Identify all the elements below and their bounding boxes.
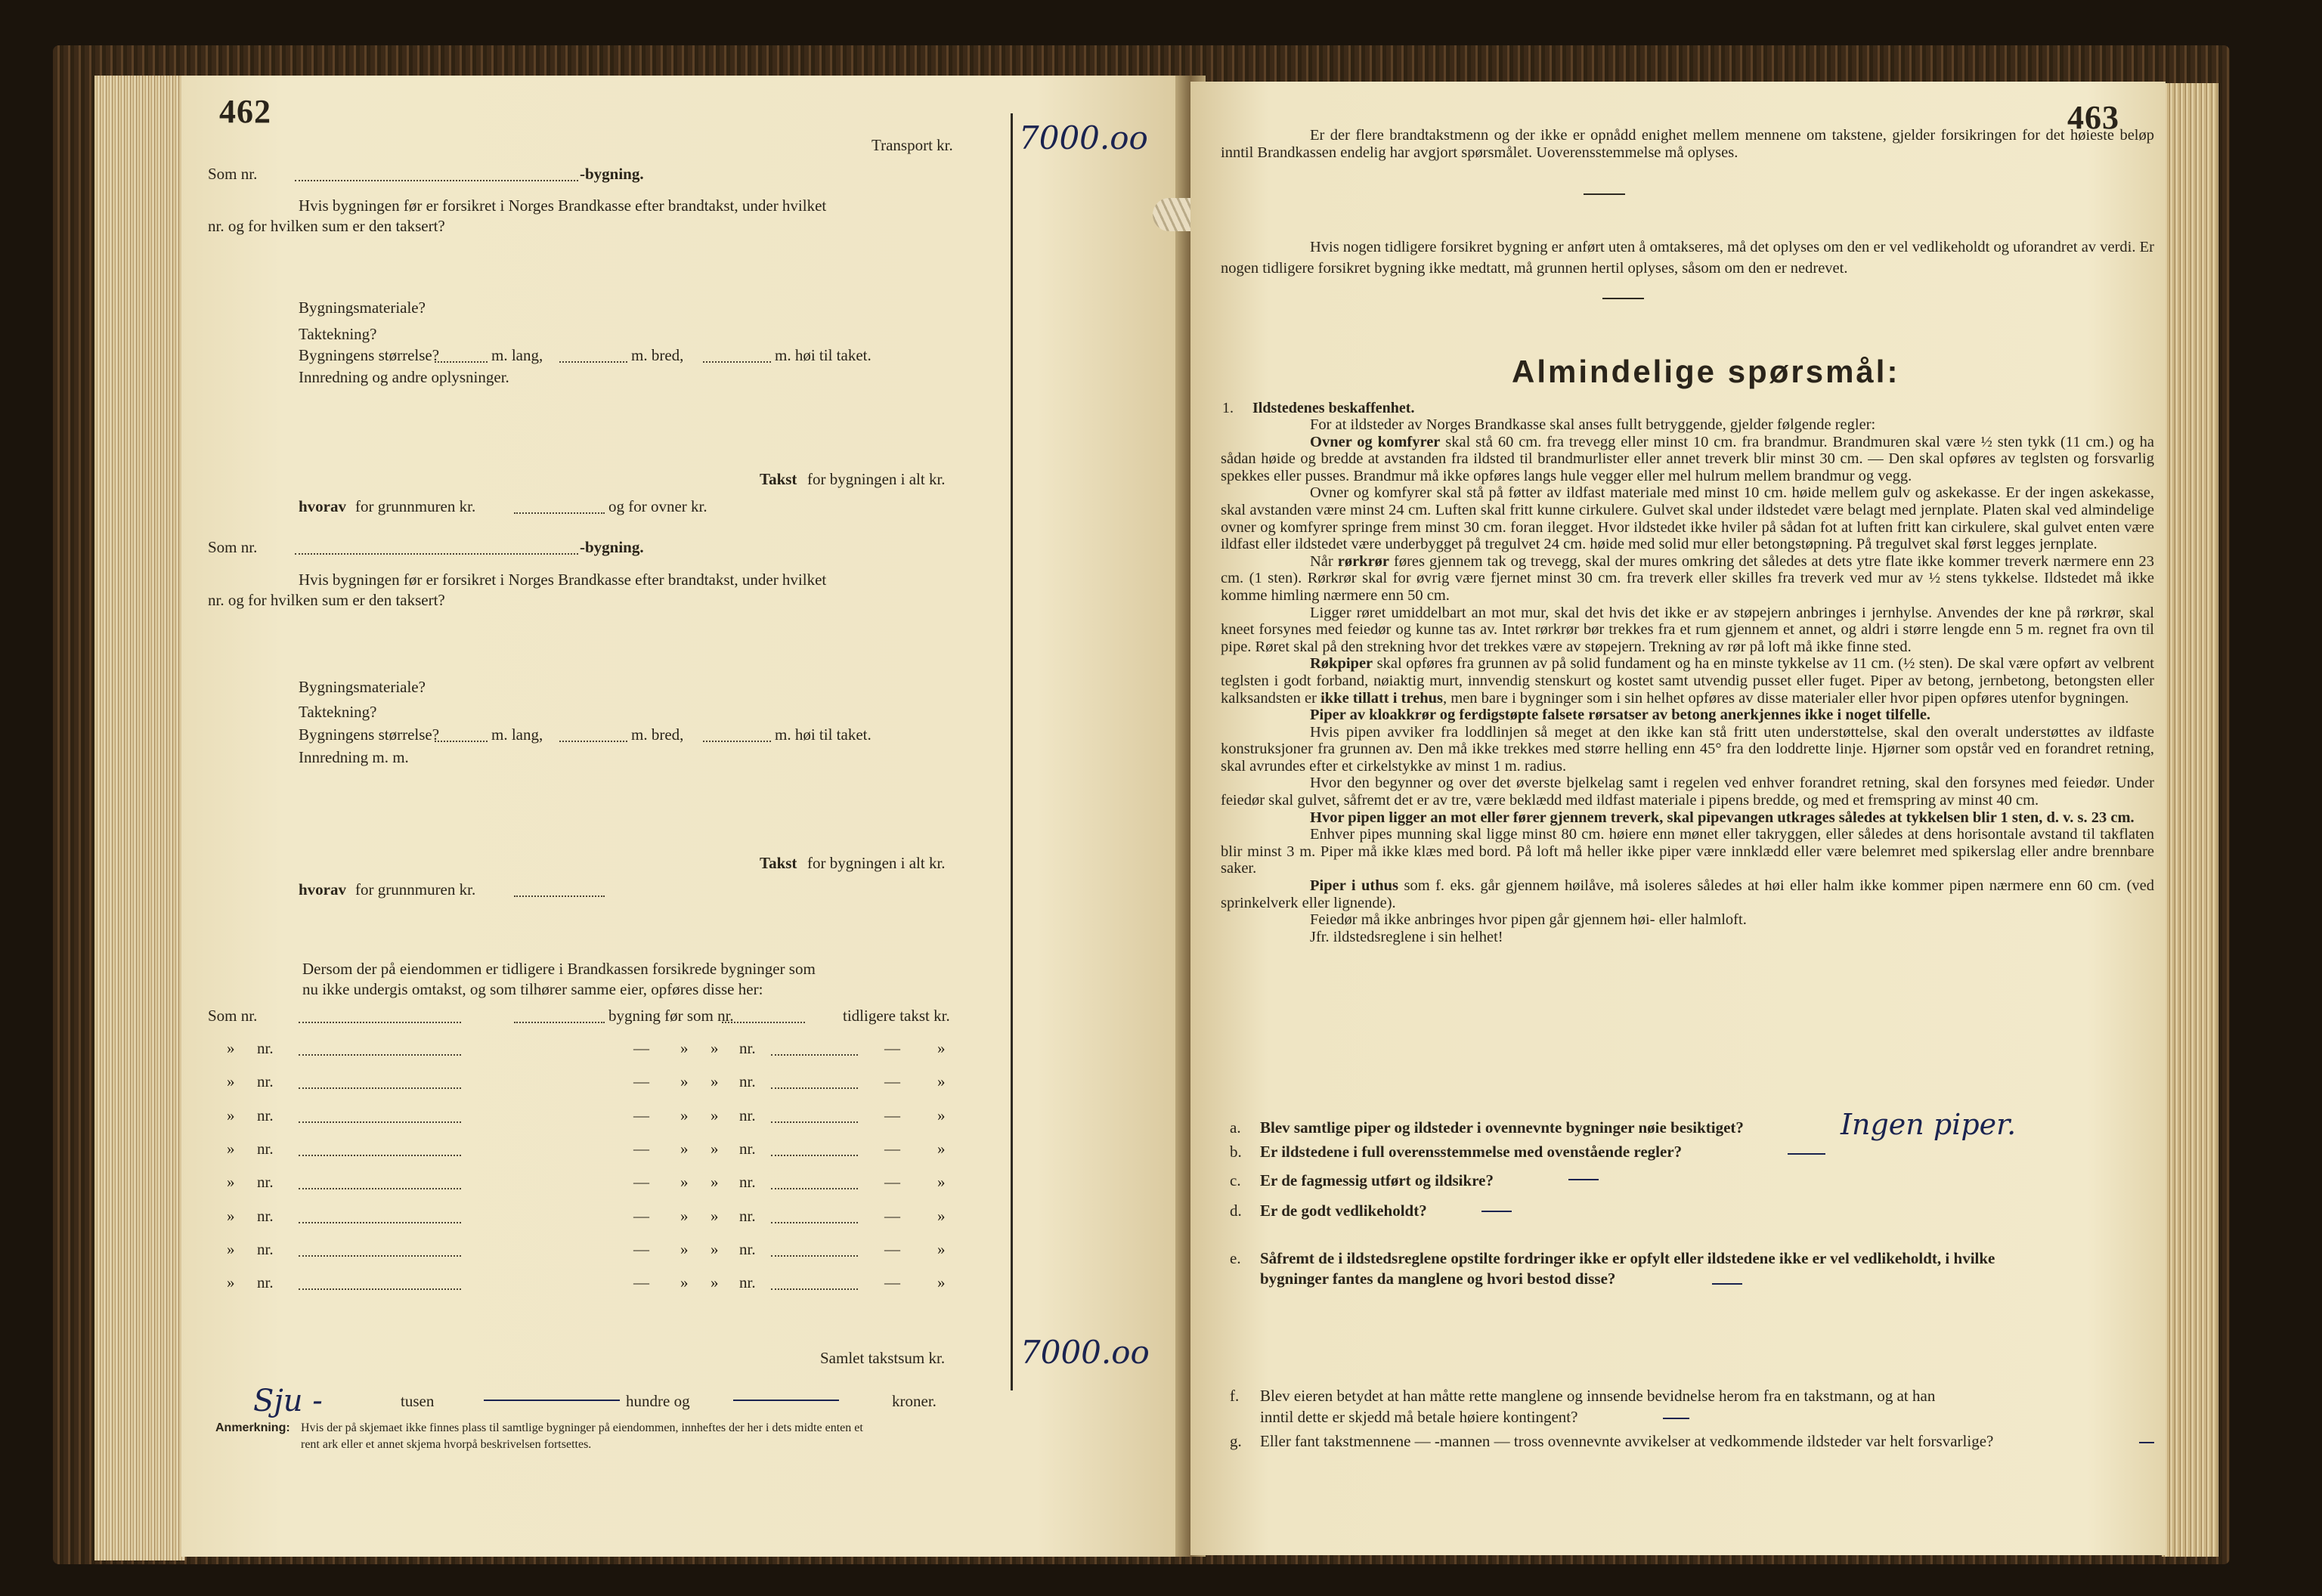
- question-e-label: e.: [1230, 1249, 1241, 1267]
- ditto-mark: »: [227, 1072, 235, 1091]
- row-dash: —: [633, 1273, 649, 1292]
- ditto-mark: »: [680, 1239, 689, 1258]
- row-nr-label: nr.: [257, 1206, 274, 1225]
- row-dash: —: [633, 1139, 649, 1158]
- row-nr-label: nr.: [257, 1106, 274, 1124]
- rule-rokpiper-text: skal opføres fra grunnen av på solid fundament og ha en minste tykkelse av 11 cm. (½ sten). De skal være opført av velbrent teglsten i godt forband, nøiaktig murt, innvendig stenskurt og kostet samt utvendig pusset eller fuget. Piper av betong, jernbetong, betongsten eller kalksandsten er: [1221, 655, 2154, 707]
- rule-ligger: Ligger røret umiddelbart an mot mur, skal det hvis det ikke er av støpejern anbringes i jernhylse. Anvendes der kne på rørkrør, skal kneet forsynes med feiedør og kunne tas av. Intet rørkrør bør trekkes fra et rum gjennem et annet, og aldri i større lengde enn 5 m. regnet fra ovn til pipe. Røret skal på den strekning hvor det trekkes være av støpejern. Trekning av rør på loft må ikke finne sted.: [1221, 604, 2154, 655]
- taktekning-label: Taktekning?: [299, 325, 377, 343]
- som-nr-label: Som nr.: [208, 165, 258, 183]
- table-header-field-3: [722, 1022, 805, 1023]
- bredde-field-2: [559, 741, 627, 742]
- materiale-label-2: Bygningsmateriale?: [299, 678, 426, 696]
- table-header-field: [299, 1022, 461, 1023]
- intro-paragraph-2: [1221, 237, 2154, 279]
- rule-enhver: Enhver pipes munning skal ligge minst 80 cm. høiere enn mønet eller takryggen, eller således at dens horisontale avstand til takflaten blir minst 3 m. Piper må ikke klæs med bord. På loft må heller ikke piper være innklædd eller være belemret med spikerslag eller andre brennbare saker.: [1221, 826, 2154, 877]
- bredde-unit: m. bred,: [631, 346, 684, 364]
- ditto-mark: »: [937, 1072, 946, 1091]
- bygning-label-2: -bygning.: [580, 538, 644, 556]
- rule-uthus-title: Piper i uthus: [1310, 877, 1399, 895]
- takst-label-2: Takst: [760, 854, 797, 872]
- table-header-field-2: [514, 1022, 605, 1023]
- row-field: [771, 1188, 858, 1189]
- hoide-field: [703, 361, 771, 363]
- ditto-mark: »: [711, 1239, 719, 1258]
- ditto-mark: »: [937, 1139, 946, 1158]
- rule-treverk: Hvor pipen ligger an mot eller fører gjennem treverk, skal pipevangen utkrages således at tykkelsen blir 1 sten, d. v. s. 23 cm.: [1310, 809, 2135, 826]
- ditto-mark: »: [937, 1106, 946, 1124]
- hoide-unit-2: m. høi til taket.: [775, 725, 872, 744]
- ditto-mark: »: [680, 1139, 689, 1158]
- row-dash: —: [633, 1206, 649, 1225]
- tusen-label: tusen: [401, 1392, 435, 1410]
- rule-ror-pre: Når: [1310, 552, 1338, 570]
- hvorav-label: hvorav: [299, 497, 346, 515]
- rule-feiedor: Feiedør må ikke anbringes hvor pipen går gjennem høi- eller halmloft.: [1310, 911, 1747, 929]
- anmerkning-label: Anmerkning:: [215, 1421, 290, 1434]
- rule-ovner-title: Ovner og komfyrer: [1310, 433, 1441, 450]
- hundre-label: hundre og: [626, 1392, 690, 1410]
- transport-label: Transport kr.: [872, 136, 953, 154]
- rule-hvor: Hvor den begynner og over det øverste bjelkelag samt i regelen ved enhver forandret retning, skal den forsynes med feiedør. Under feiedør skal gulvet, såfremt det er av tre, være beklædd med ildfast materiale i pipens bredde, og med et fremspring av minst 40 cm.: [1221, 775, 2154, 809]
- row-nr-label: nr.: [257, 1039, 274, 1057]
- page-stack-right: [2162, 83, 2218, 1557]
- row-nr-label: nr.: [257, 1273, 274, 1292]
- item-1-number: 1.: [1222, 400, 1234, 416]
- rule-hvis: Hvis pipen avviker fra loddlinjen så meget at den ikke kan stå fritt uten understøttelse, skal den overalt understøttes av ildfaste konstruksjoner fra grunnen av. Den må ikke trekkes med større helling enn 45° fra den loddrette linje. Hjørner som opstår ved en forandret retning, skal avrundes efter et cirkelstykke av minst 1 m. radius.: [1221, 723, 2154, 775]
- innredning-label: Innredning og andre oplysninger.: [299, 368, 509, 386]
- question-c: Er de fagmessig utført og ildsikre?: [1260, 1171, 1494, 1189]
- row-nr-label: nr.: [257, 1239, 274, 1258]
- rule-jfr: Jfr. ildstedsreglene i sin helhet!: [1310, 928, 1503, 945]
- hvorav-label-2: hvorav: [299, 880, 346, 899]
- row-nr-label: nr.: [739, 1039, 756, 1057]
- page-number: 462: [219, 93, 271, 130]
- page-number-right: 463: [2067, 99, 2119, 136]
- row-dash: —: [884, 1239, 900, 1258]
- row-field: [299, 1288, 461, 1290]
- table-header-bygning: bygning før som nr.: [608, 1007, 734, 1025]
- row-field: [299, 1255, 461, 1257]
- anmerkning-text: Hvis der på skjemaet ikke finnes plass til samtlige bygninger på eiendommen, innheftes der her i dets midte enten et: [301, 1421, 863, 1434]
- row-dash: —: [884, 1072, 900, 1091]
- ditto-mark: »: [937, 1039, 946, 1057]
- forsikret-question-2-cont: nr. og for hvilken sum er den taksert?: [208, 591, 445, 609]
- ditto-mark: »: [711, 1173, 719, 1192]
- row-dash: —: [633, 1039, 649, 1057]
- ditto-mark: »: [711, 1106, 719, 1124]
- grunnmur-field: [514, 512, 605, 514]
- page-stack-left: [94, 76, 185, 1560]
- row-nr-label: nr.: [739, 1273, 756, 1292]
- ditto-mark: »: [227, 1106, 235, 1124]
- rule-intro: For at ildsteder av Norges Brandkasse skal anses fullt betryggende, gjelder følgende regler:: [1310, 416, 1876, 433]
- row-dash: —: [633, 1239, 649, 1258]
- row-nr-label: nr.: [739, 1072, 756, 1091]
- row-nr-label: nr.: [257, 1139, 274, 1158]
- row-dash: —: [884, 1039, 900, 1057]
- other-buildings-intro: Dersom der på eiendommen er tidligere i Brandkassen forsikrede bygninger som: [302, 960, 816, 978]
- ditto-mark: »: [227, 1206, 235, 1225]
- row-field: [299, 1054, 461, 1056]
- rule-ror: [1221, 553, 2154, 605]
- takst-total-label: for bygningen i alt kr.: [807, 470, 946, 488]
- forsikret-question-2: Hvis bygningen før er forsikret i Norges Brandkasse efter brandtakst, under hvilket: [299, 571, 827, 589]
- question-b: Er ildstedene i full overensstemmelse med ovenstående regler?: [1260, 1143, 1683, 1161]
- lengde-unit-2: m. lang,: [491, 725, 543, 744]
- other-buildings-intro-cont: nu ikke undergis omtakst, og som tilhører samme eier, opføres disse her:: [302, 980, 763, 998]
- right-page: [1190, 82, 2166, 1555]
- rule-rokpiper-title: Røkpiper: [1310, 655, 1373, 673]
- row-dash: —: [633, 1106, 649, 1124]
- rule-rokpiper-text-2: , men bare i bygninger som i sin helhet opføres av disse materialer eller hvor pipen opføres utenfor bygningen.: [1443, 689, 2129, 707]
- question-f: Blev eieren betydet at han måtte rette manglene og innsende bevidnelse herom fra en takstmann, og at han: [1260, 1387, 1936, 1405]
- som-nr-field-2: [295, 553, 578, 555]
- taktekning-label-2: Taktekning?: [299, 703, 377, 721]
- innredning-label-2: Innredning m. m.: [299, 748, 409, 766]
- intro-text-2: Hvis nogen tidligere forsikret bygning er anført uten å omtakseres, må det oplyses om den er vel vedlikeholdt og uforandret av verdi. Er nogen tidligere forsikret bygning ikke medtatt, må grunnen hertil oplyses, såsom om den er nedrevet.: [1221, 239, 2154, 277]
- lengde-field: [435, 361, 488, 363]
- rule-ovner: [1221, 434, 2154, 485]
- row-nr-label: nr.: [257, 1173, 274, 1192]
- kroner-stroke: [733, 1400, 839, 1401]
- row-field: [771, 1121, 858, 1123]
- row-field: [299, 1121, 461, 1123]
- answer-d-dash: [1481, 1211, 1512, 1212]
- question-a: Blev samtlige piper og ildsteder i ovennevnte bygninger nøie besiktiget?: [1260, 1118, 1744, 1137]
- bredde-unit-2: m. bred,: [631, 725, 684, 744]
- ditto-mark: »: [680, 1072, 689, 1091]
- row-nr-label: nr.: [739, 1173, 756, 1192]
- table-header-takst: tidligere takst kr.: [843, 1007, 950, 1025]
- samlet-value: 7000.oo: [1020, 1334, 1150, 1371]
- som-nr-label-2: Som nr.: [208, 538, 258, 556]
- materiale-label: Bygningsmateriale?: [299, 298, 426, 317]
- row-nr-label: nr.: [739, 1206, 756, 1225]
- ditto-mark: »: [680, 1273, 689, 1292]
- forsikret-question-cont: nr. og for hvilken sum er den taksert?: [208, 217, 445, 235]
- transport-value: 7000.oo: [1019, 119, 1148, 156]
- rule-rokpiper: [1221, 655, 2154, 707]
- row-nr-label: nr.: [739, 1239, 756, 1258]
- row-field: [299, 1222, 461, 1223]
- rule-kloakk: Piper av kloakkrør og ferdigstøpte falsete rørsatser av betong anerkjennes ikke i noget tilfelle.: [1310, 707, 1931, 724]
- question-g-label: g.: [1230, 1432, 1242, 1450]
- ditto-mark: »: [227, 1173, 235, 1192]
- ditto-mark: »: [227, 1139, 235, 1158]
- answer-g-dash: [2139, 1442, 2154, 1443]
- question-d: Er de godt vedlikeholdt?: [1260, 1202, 1427, 1220]
- grunnmur-label: for grunnmuren kr.: [355, 497, 476, 515]
- row-dash: —: [884, 1173, 900, 1192]
- ditto-mark: »: [711, 1139, 719, 1158]
- ditto-mark: »: [227, 1039, 235, 1057]
- rule-ror-text: føres gjennem tak og trevegg, skal der mures omkring det således at dets ytre flate ikke kommer treverk nærmere enn 23 cm. (1 sten). Rørkrør skal for øvrig være fjernet minst 30 cm. fra treverk eller skilles fra treverk ved mur av ½ stens tykkelse. Ildstedet må ikke komme himling nærmere enn 50 cm.: [1221, 552, 2154, 604]
- samlet-label: Samlet takstsum kr.: [820, 1349, 946, 1367]
- row-field: [299, 1188, 461, 1189]
- separator-2: [1602, 298, 1644, 299]
- ditto-mark: »: [937, 1173, 946, 1192]
- answer-c-dash: [1568, 1179, 1599, 1180]
- hoide-unit: m. høi til taket.: [775, 346, 872, 364]
- takst-total-label-2: for bygningen i alt kr.: [807, 854, 946, 872]
- takst-label: Takst: [760, 470, 797, 488]
- left-page: [181, 76, 1187, 1557]
- row-dash: —: [884, 1106, 900, 1124]
- row-nr-label: nr.: [257, 1072, 274, 1091]
- ditto-mark: »: [937, 1239, 946, 1258]
- hundre-stroke: [484, 1400, 620, 1401]
- rule-uthus-text: som f. eks. går gjennem høilåve, må isoleres således at høi eller halm ikke kommer pipen nærmere enn 60 cm. (ved sprinkelverk eller lignende).: [1221, 877, 2154, 911]
- row-field: [771, 1255, 858, 1257]
- som-nr-field: [295, 180, 578, 181]
- row-dash: —: [633, 1072, 649, 1091]
- anmerkning-text-cont: rent ark eller et annet skjema hvorpå beskrivelsen fortsettes.: [301, 1438, 592, 1451]
- intro-text-1: Er der flere brandtakstmenn og der ikke er opnådd enighet mellem mennene om takstene, gjelder forsikringen for det høieste beløp inntil Brandkassen endelig har avgjort spørsmålet. Uoverensstemmelse må oplyses.: [1221, 127, 2154, 161]
- row-dash: —: [884, 1139, 900, 1158]
- row-field: [771, 1155, 858, 1156]
- ovner-label: og for ovner kr.: [608, 497, 707, 515]
- ditto-mark: »: [711, 1072, 719, 1091]
- question-e-cont: bygninger fantes da manglene og hvori bestod disse?: [1260, 1270, 1616, 1288]
- question-f-cont: inntil dette er skjedd må betale høiere kontingent?: [1260, 1408, 1578, 1426]
- ditto-mark: »: [680, 1039, 689, 1057]
- answer-e-dash: [1712, 1283, 1742, 1285]
- question-f-label: f.: [1230, 1387, 1240, 1405]
- row-field: [299, 1087, 461, 1089]
- row-dash: —: [884, 1206, 900, 1225]
- kroner-label: kroner.: [892, 1392, 937, 1410]
- bygning-label: -bygning.: [580, 165, 644, 183]
- ditto-mark: »: [711, 1206, 719, 1225]
- question-b-label: b.: [1230, 1143, 1242, 1161]
- question-c-label: c.: [1230, 1171, 1241, 1189]
- ditto-mark: »: [680, 1106, 689, 1124]
- bredde-field: [559, 361, 627, 363]
- storrelse-label-2: Bygningens størrelse?: [299, 725, 440, 744]
- intro-paragraph-1: [1221, 127, 2154, 161]
- rule-rokpiper-emph: ikke tillatt i trehus: [1320, 689, 1443, 707]
- row-nr-label: nr.: [739, 1106, 756, 1124]
- lengde-unit: m. lang,: [491, 346, 543, 364]
- amount-in-words: Sju -: [253, 1384, 323, 1418]
- item-1-title: Ildstedenes beskaffenhet.: [1252, 400, 1415, 416]
- row-field: [771, 1087, 858, 1089]
- ditto-mark: »: [937, 1273, 946, 1292]
- answer-b-dash: [1788, 1153, 1825, 1155]
- ditto-mark: »: [227, 1239, 235, 1258]
- answer-f-dash: [1663, 1418, 1689, 1419]
- row-dash: —: [884, 1273, 900, 1292]
- section-heading: Almindelige spørsmål:: [1512, 354, 1900, 389]
- row-field: [299, 1155, 461, 1156]
- ditto-mark: »: [227, 1273, 235, 1292]
- answer-a: Ingen piper.: [1841, 1108, 2017, 1141]
- rule-uthus: [1221, 877, 2154, 911]
- separator-1: [1584, 193, 1625, 195]
- storrelse-label: Bygningens størrelse?: [299, 346, 440, 364]
- question-e: Såfremt de i ildstedsreglene opstilte fordringer ikke er opfylt eller ildstedene ikke er vel vedlikeholdt, i hvilke: [1260, 1249, 1995, 1267]
- hoide-field-2: [703, 741, 771, 742]
- forsikret-question: Hvis bygningen før er forsikret i Norges Brandkasse efter brandtakst, under hvilket: [299, 196, 827, 215]
- ditto-mark: »: [711, 1039, 719, 1057]
- question-a-label: a.: [1230, 1118, 1241, 1137]
- ditto-mark: »: [680, 1206, 689, 1225]
- row-field: [771, 1054, 858, 1056]
- ditto-mark: »: [711, 1273, 719, 1292]
- table-header-som: Som nr.: [208, 1007, 258, 1025]
- rule-ovner-2: Ovner og komfyrer skal stå på føtter av ildfast materiale med minst 10 cm. høide mellem gulv og askekasse. Er der ingen askekasse, skal avstanden være minst 24 cm. Luften skal fritt kunne cirkulere. Gulvet skal under ildstedet være belagt med jernplate. Platen skal ved almindelige ovner og komfyrer springe frem minst 30 cm. foran ilegget. Hvor ildstedet ikke hviler på sådan fot at luften fritt kan cirkulere, skal gulvet enten være ildfast eller ildstedet være underbygget på tregulvet 24 cm. høide med solid mur eller betongstøpning. På tregulvet skal først legges jernplate.: [1221, 484, 2154, 553]
- row-field: [771, 1222, 858, 1223]
- question-d-label: d.: [1230, 1202, 1242, 1220]
- ditto-mark: »: [937, 1206, 946, 1225]
- question-g: Eller fant takstmennene — -mannen — tross ovennevnte avvikelser at vedkommende ildsteder var helt forsvarlige?: [1260, 1432, 1994, 1450]
- grunnmur-field-2: [514, 895, 605, 897]
- rule-ror-title: rørkrør: [1337, 552, 1390, 570]
- rules-text: [1221, 416, 2154, 945]
- row-nr-label: nr.: [739, 1139, 756, 1158]
- row-dash: —: [633, 1173, 649, 1192]
- row-field: [771, 1288, 858, 1290]
- grunnmur-label-2: for grunnmuren kr.: [355, 880, 476, 899]
- total-column-rule: [1011, 113, 1013, 1390]
- ditto-mark: »: [680, 1173, 689, 1192]
- rule-ovner-text: skal stå 60 cm. fra trevegg eller minst 10 cm. fra brandmur. Brandmuren skal være ½ sten tykk (11 cm.) og ha sådan høide og bredde at avstanden fra ildsted til brandmurlister eller annet treverk blir minst 30 cm. — Den skal opføres av teglsten og forsvarlig spekkes eller pusses. Brandmur må ikke opføres langs hule vegger eller mel hulrum mellem brandmur og vegg.: [1221, 433, 2155, 484]
- lengde-field-2: [435, 741, 488, 742]
